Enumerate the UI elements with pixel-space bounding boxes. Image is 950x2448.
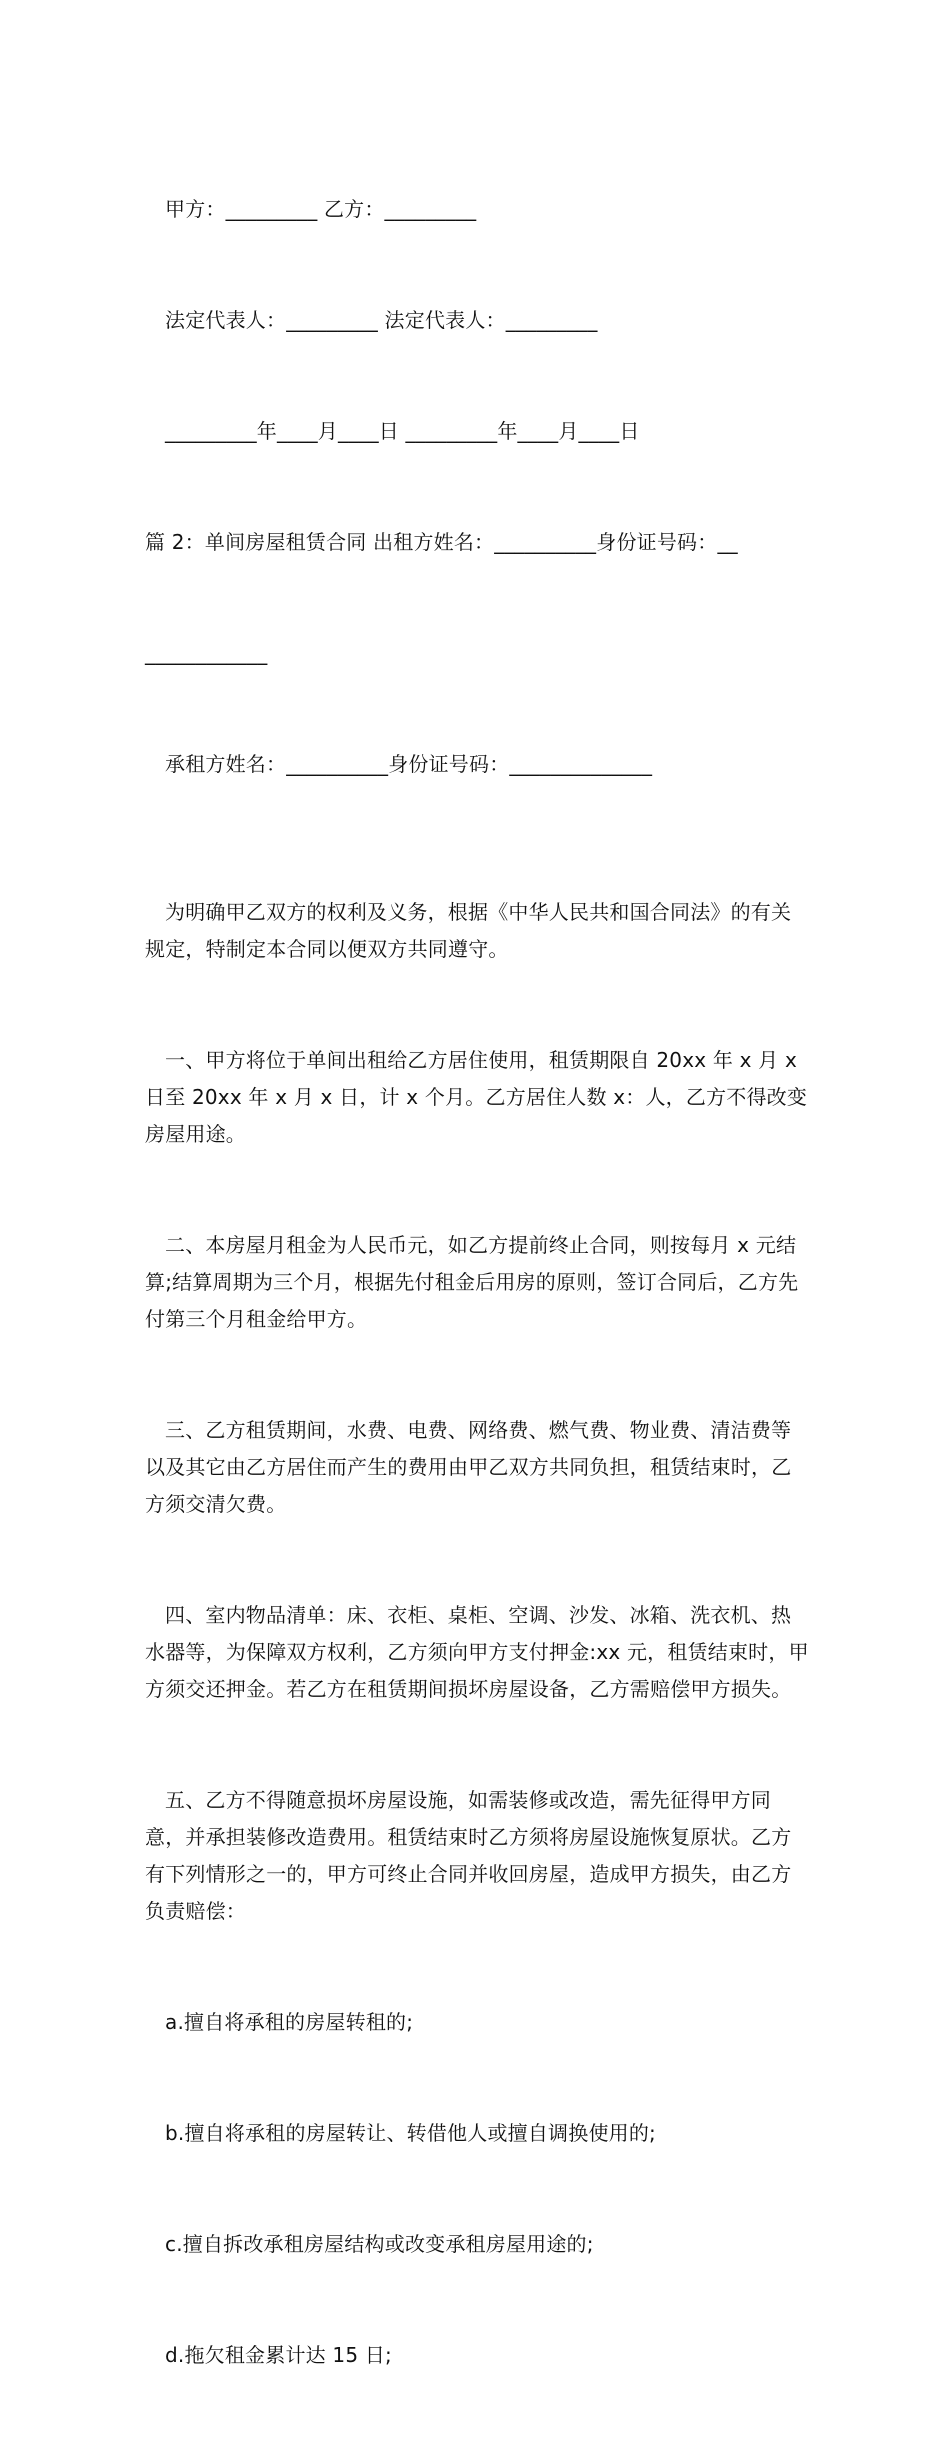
clause-5-item-c: c.擅自拆改承租房屋结构或改变承租房屋用途的; <box>165 2232 594 2256</box>
signature-date-line: _________年____月____日 _________年____月____日 <box>165 419 640 443</box>
clause-2: 二、本房屋月租金为人民币元，如乙方提前终止合同，则按每月 x 元结算;结算周期为三个月，根据先付租金后用房的原则，签订合同后，乙方先付第三个月租金给甲方。 <box>145 1233 799 1331</box>
clause-5-item-d: d.拖欠租金累计达 15 日; <box>165 2343 392 2367</box>
clause-5: 五、乙方不得随意损坏房屋设施，如需装修或改造，需先征得甲方同意，并承担装修改造费用。租赁结束时乙方须将房屋设施恢复原状。乙方有下列情形之一的，甲方可终止合同并收回房屋，造成甲方损失，由乙方负责赔偿： <box>145 1788 792 1923</box>
id-number-continuation: ____________ <box>145 641 268 665</box>
signature-parties-line: 甲方：_________ 乙方：_________ <box>165 197 477 221</box>
contract-text <box>145 117 809 2448</box>
tenant-info-line: 承租方姓名：__________身份证号码：______________ <box>165 752 653 776</box>
clause-3: 三、乙方租赁期间，水费、电费、网络费、燃气费、物业费、清洁费等以及其它由乙方居住而产生的费用由甲乙双方共同负担，租赁结束时，乙方须交清欠费。 <box>145 1418 792 1516</box>
section-title-line: 篇 2：单间房屋租赁合同 出租方姓名：__________身份证号码：__ <box>145 530 738 554</box>
clause-1: 一、甲方将位于单间出租给乙方居住使用，租赁期限自 20xx 年 x 月 x 日至 20xx 年 x 月 x 日，计 x 个月。乙方居住人数 x：人，乙方不得改变房屋用途。 <box>145 1048 808 1146</box>
preamble-paragraph: 为明确甲乙双方的权利及义务，根据《中华人民共和国合同法》的有关规定，特制定本合同以便双方共同遵守。 <box>145 900 792 961</box>
clause-5-item-a: a.擅自将承租的房屋转租的; <box>165 2010 414 2034</box>
legal-representative-line: 法定代表人：_________ 法定代表人：_________ <box>165 308 598 332</box>
clause-4: 四、室内物品清单：床、衣柜、桌柜、空调、沙发、冰箱、洗衣机、热水器等，为保障双方权利，乙方须向甲方支付押金:xx 元，租赁结束时，甲方须交还押金。若乙方在租赁期间损坏房屋设备，乙方需赔偿甲方损失。 <box>145 1603 809 1701</box>
clause-5-item-b: b.擅自将承租的房屋转让、转借他人或擅自调换使用的; <box>165 2121 656 2145</box>
